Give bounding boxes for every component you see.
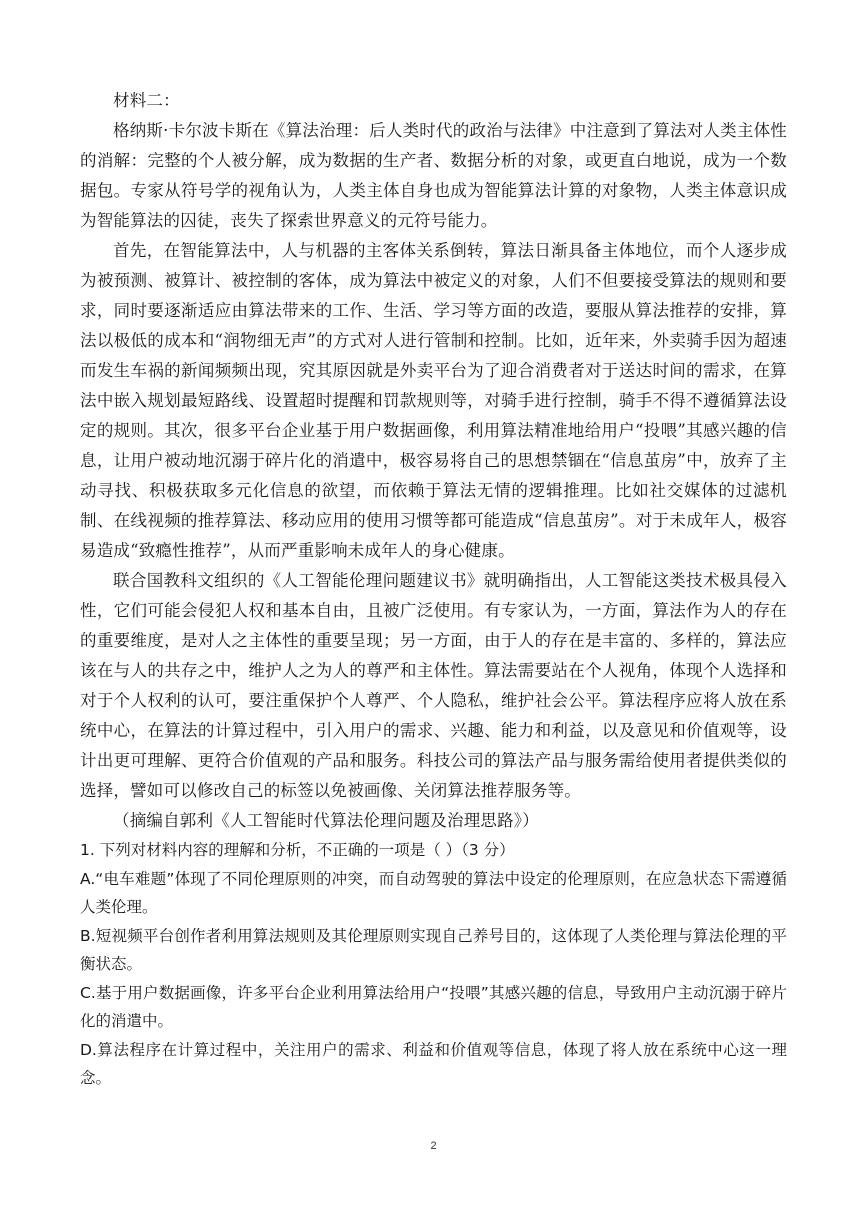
page-content xyxy=(80,86,787,1093)
option-d: D.算法程序在计算过程中，关注用户的需求、利益和价值观等信息，体现了将人放在系统中心这一理念。 xyxy=(80,1040,787,1087)
question-stem: 1. 下列对材料内容的理解和分析，不正确的一项是（ ）（3 分） xyxy=(80,841,515,859)
option-b: B.短视频平台创作者利用算法规则及其伦理原则实现自己养号目的，这体现了人类伦理与算法伦理的平衡状态。 xyxy=(80,926,787,973)
option-c: C.基于用户数据画像，许多平台企业利用算法给用户“投喂”其感兴趣的信息，导致用户主动沉溺于碎片化的消遣中。 xyxy=(80,983,787,1030)
option-a: A.“电车难题”体现了不同伦理原则的冲突，而自动驾驶的算法中设定的伦理原则，在应急状态下需遵循人类伦理。 xyxy=(80,869,787,916)
question-1 xyxy=(80,836,787,1093)
passage-paragraph-2: 首先，在智能算法中，人与机器的主客体关系倒转，算法日渐具备主体地位，而个人逐步成为被预测、被算计、被控制的客体，成为算法中被定义的对象，人们不但要接受算法的规则和要求，同时要逐渐适应由算法带来的工作、生活、学习等方面的改造，要服从算法推荐的安排，算法以极低的成本和“润物细无声”的方式对人进行管制和控制。比如，近年来，外卖骑手因为超速而发生车祸的新闻频频出现，究其原因就是外卖平台为了迎合消费者对于送达时间的需求，在算法中嵌入规划最短路线、设置超时提醒和罚款规则等，对骑手进行控制，骑手不得不遵循算法设定的规则。其次，很多平台企业基于用户数据画像，利用算法精准地给用户“投喂”其感兴趣的信息，让用户被动地沉溺于碎片化的消遣中，极容易将自己的思想禁锢在“信息茧房”中，放弃了主动寻找、积极获取多元化信息的欲望，而依赖于算法无情的逻辑推理。比如社交媒体的过滤机制、在线视频的推荐算法、移动应用的使用习惯等都可能造成“信息茧房”。对于未成年人，极容易造成“致瘾性推荐”，从而严重影响未成年人的身心健康。 xyxy=(80,241,787,560)
source-citation: （摘编自郭利《人工智能时代算法伦理问题及治理思路》） xyxy=(113,811,539,830)
reading-passage xyxy=(80,86,787,836)
passage-paragraph-1: 格纳斯·卡尔波卡斯在《算法治理：后人类时代的政治与法律》中注意到了算法对人类主体性的消解：完整的个人被分解，成为数据的生产者、数据分析的对象，或更直白地说，成为一个数据包。专家从符号学的视角认为，人类主体自身也成为智能算法计算的对象物，人类主体意识成为智能算法的囚徒，丧失了探索世界意义的元符号能力。 xyxy=(80,121,787,230)
page-number: 2 xyxy=(430,1140,437,1152)
passage-paragraph-3: 联合国教科文组织的《人工智能伦理问题建议书》就明确指出，人工智能这类技术极具侵入性，它们可能会侵犯人权和基本自由，且被广泛使用。有专家认为，一方面，算法作为人的存在的重要维度，是对人之主体性的重要呈现；另一方面，由于人的存在是丰富的、多样的，算法应该在与人的共存之中，维护人之为人的尊严和主体性。算法需要站在个人视角，体现个人选择和对于个人权利的认可，要注重保护个人尊严、个人隐私，维护社会公平。算法程序应将人放在系统中心，在算法的计算过程中，引入用户的需求、兴趣、能力和利益，以及意见和价值观等，设计出更可理解、更符合价值观的产品和服务。科技公司的算法产品与服务需给使用者提供类似的选择，譬如可以修改自己的标签以免被画像、关闭算法推荐服务等。 xyxy=(80,571,787,800)
material-heading: 材料二： xyxy=(113,91,180,110)
